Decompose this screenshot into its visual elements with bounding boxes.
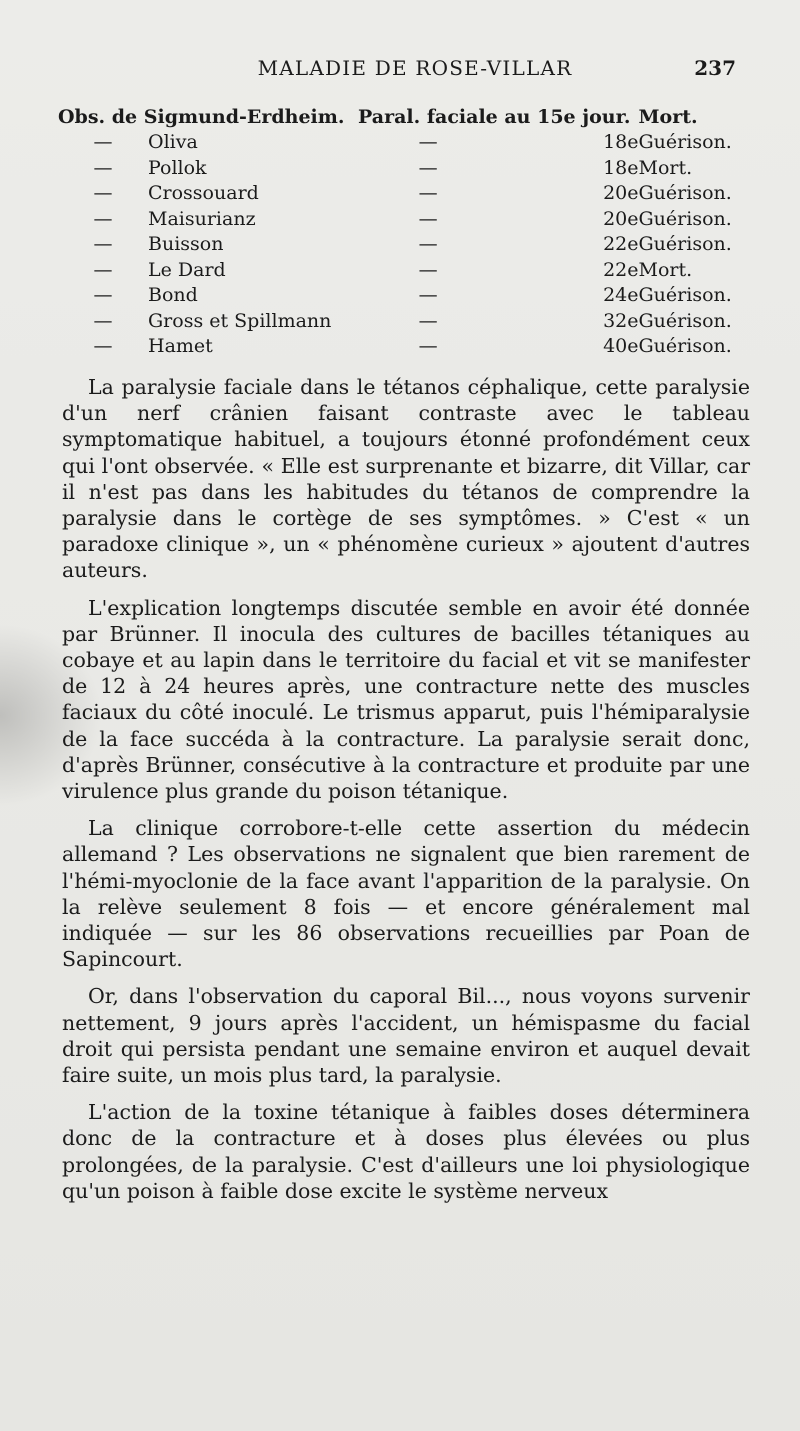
obs-first-result: Mort. [638, 105, 698, 128]
table-row [58, 283, 748, 309]
obs-result: Guérison. [638, 182, 732, 205]
obs-day: 22e [603, 233, 639, 256]
obs-name: Oliva [148, 131, 198, 154]
page-number: 237 [694, 56, 736, 80]
obs-day: 32e [603, 309, 639, 332]
obs-name: Pollok [148, 156, 207, 179]
table-row [58, 232, 748, 258]
obs-result: Guérison. [638, 309, 732, 332]
paragraph: L'explication longtemps discutée semble en avoir été donnée par Brünner. Il inocula des cultures de bacilles tétaniques au cobaye et au lapin dans le territoire du facial et vit se manifester de 12 à 24 heures après, une contracture nette des muscles faciaux du côté inoculé. Le trismus apparut, puis l'hémiparalysie de la face succéda à la contracture. La paralysie serait donc, d'après Brünner, consécutive à la contracture et produite par une virulence plus grande du poison tétanique. [62, 595, 750, 804]
paragraph: Or, dans l'observation du caporal Bil..., nous voyons survenir nettement, 9 jours après l'accident, un hémispasme du facial droit qui persista pendant une semaine environ et auquel devait faire suite, un mois plus tard, la paralysie. [62, 984, 750, 1088]
obs-name: Maisurianz [148, 207, 256, 230]
paragraph: La paralysie faciale dans le tétanos céphalique, cette paralysie d'un nerf crânien faisant contraste avec le tableau symptomatique habituel, a toujours étonné profondément ceux qui l'ont observée. « Elle est surprenante et bizarre, dit Villar, car il n'est pas dans les habitudes du tétanos de comprendre la paralysie dans le cortège de ses symptômes. » C'est « un paradoxe clinique », un « phénomène curieux » ajoutent d'autres auteurs. [62, 375, 750, 583]
body-text [62, 374, 750, 1215]
obs-name: Le Dard [148, 258, 226, 281]
obs-paralysis: — [418, 233, 438, 256]
obs-result: Guérison. [638, 233, 732, 256]
obs-paralysis: — [418, 335, 438, 358]
obs-name: Buisson [148, 233, 224, 256]
obs-paralysis: — [418, 284, 438, 307]
obs-dash: — [93, 182, 113, 205]
obs-day: 22e [603, 258, 639, 281]
obs-dash: — [93, 309, 113, 332]
table-row [58, 130, 748, 156]
obs-result: Mort. [638, 258, 693, 281]
table-row [58, 308, 748, 334]
obs-dash: — [93, 284, 113, 307]
table-row [58, 334, 748, 360]
obs-dash: — [93, 335, 113, 358]
obs-day: 40e [603, 335, 639, 358]
table-row [58, 257, 748, 283]
obs-paralysis: — [418, 182, 438, 205]
obs-result: Guérison. [638, 131, 732, 154]
obs-first-label: Obs. de Sigmund-Erdheim. [58, 105, 345, 128]
observations-table [58, 104, 748, 359]
obs-first-paralysis: Paral. faciale au 15e jour. [358, 105, 631, 128]
obs-day: 18e [603, 156, 639, 179]
obs-name: Hamet [148, 335, 213, 358]
obs-name: Bond [148, 284, 198, 307]
running-title: MALADIE DE ROSE-VILLAR [257, 56, 573, 80]
obs-dash: — [93, 131, 113, 154]
obs-result: Mort. [638, 156, 693, 179]
obs-name: Crossouard [148, 182, 259, 205]
paragraph: La clinique corrobore-t-elle cette assertion du médecin allemand ? Les observations ne signalent que bien rarement de l'hémi-myoclonie de la face avant l'apparition de la paralysie. On la relève seulement 8 fois — et encore généralement mal indiquée — sur les 86 observations recueillies par Poan de Sapincourt. [62, 816, 750, 972]
obs-paralysis: — [418, 258, 438, 281]
obs-paralysis: — [418, 309, 438, 332]
obs-dash: — [93, 156, 113, 179]
obs-paralysis: — [418, 156, 438, 179]
paragraph: L'action de la toxine tétanique à faibles doses déterminera donc de la contracture et à doses plus élevées ou plus prolongées, de la paralysie. C'est d'ailleurs une loi physiologique qu'un poison à faible dose excite le système nerveux [62, 1100, 750, 1203]
obs-day: 20e [603, 182, 639, 205]
obs-result: Guérison. [638, 284, 732, 307]
obs-result: Guérison. [638, 207, 732, 230]
obs-name: Gross et Spillmann [148, 309, 332, 332]
obs-dash: — [93, 233, 113, 256]
obs-day: 24e [603, 284, 639, 307]
table-row [58, 181, 748, 207]
obs-result: Guérison. [638, 335, 732, 358]
obs-dash: — [93, 207, 113, 230]
table-row [58, 206, 748, 232]
obs-paralysis: — [418, 207, 438, 230]
table-row [58, 104, 748, 130]
obs-day: 20e [603, 207, 639, 230]
table-row [58, 155, 748, 181]
running-header [60, 56, 740, 88]
obs-day: 18e [603, 131, 639, 154]
obs-dash: — [93, 258, 113, 281]
obs-paralysis: — [418, 131, 438, 154]
